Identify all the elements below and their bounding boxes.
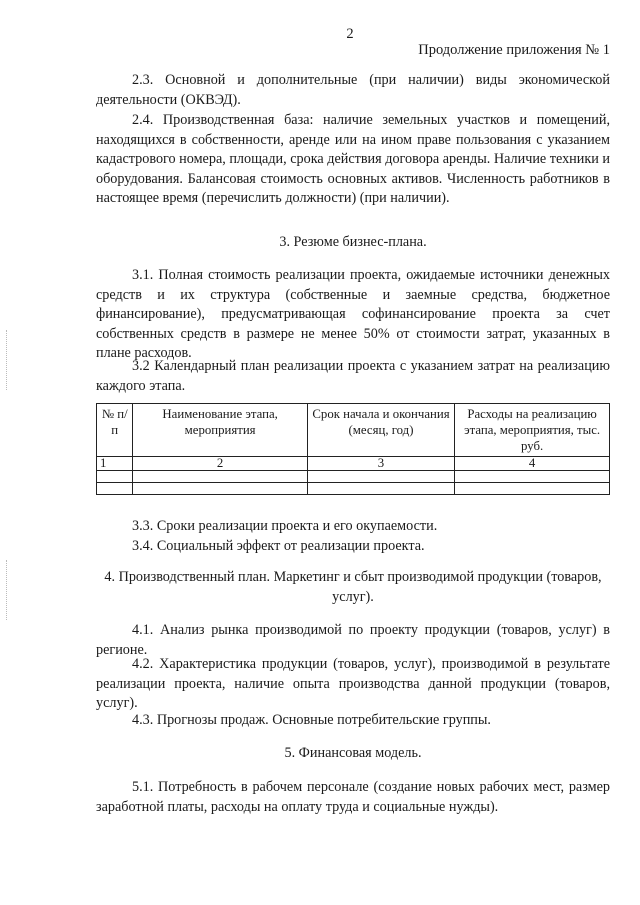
header-cell-expenses: Расходы на реализацию этапа, мероприятия, тыс. руб. bbox=[455, 404, 610, 457]
numbering-cell: 4 bbox=[455, 457, 610, 471]
paragraph-4-2: 4.2. Характеристика продукции (товаров, услуг), производимой в результате реализации проекта, наличие опыта производства данной продукции (товаров, услуг). bbox=[96, 656, 610, 712]
paragraph-4-1: 4.1. Анализ рынка производимой по проекту продукции (товаров, услуг) в регионе. bbox=[96, 622, 610, 658]
header-cell-period: Срок начала и окончания (месяц, год) bbox=[307, 404, 454, 457]
page-number: 2 bbox=[346, 26, 354, 42]
scan-margin-mark bbox=[6, 330, 13, 390]
paragraph-5-1: 5.1. Потребность в рабочем персонале (создание новых рабочих мест, размер заработной платы, расходы на оплату труда и социальные нужды). bbox=[96, 779, 610, 815]
table-row bbox=[97, 471, 610, 483]
numbering-cell: 2 bbox=[133, 457, 307, 471]
numbering-cell: 3 bbox=[307, 457, 454, 471]
table-cell bbox=[97, 471, 133, 483]
paragraph-2-3: 2.3. Основной и дополнительные (при наличии) виды экономической деятельности (ОКВЭД). bbox=[96, 72, 610, 108]
table-cell bbox=[133, 471, 307, 483]
paragraph-2-4: 2.4. Производственная база: наличие земельных участков и помещений, находящихся в собственности, аренде или на ином праве пользования с указанием кадастрового номера, площади, срока действия договора аренды. Наличие техники и оборудования. Балансовая стоимость основных активов. Численность работников в настоящее время (перечислить должности) (при наличии). bbox=[96, 112, 610, 207]
section-3-title: 3. Резюме бизнес-плана. bbox=[279, 234, 427, 250]
table-row bbox=[97, 483, 610, 495]
scan-margin-mark bbox=[6, 560, 13, 620]
paragraph-3-3: 3.3. Сроки реализации проекта и его окупаемости. bbox=[132, 518, 438, 534]
paragraph-3-1: 3.1. Полная стоимость реализации проекта, ожидаемые источники денежных средств и их структура (собственные и заемные средства, бюджетное финансирование), предусматривающая софинансирование проекта за счет собственных средств в размере не менее 50% от стоимости затрат, указанных в плане расходов. bbox=[96, 267, 610, 362]
paragraph-3-2: 3.2 Календарный план реализации проекта с указанием затрат на реализацию каждого этапа. bbox=[96, 358, 610, 394]
calendar-plan-table bbox=[96, 403, 610, 495]
paragraph-3-4: 3.4. Социальный эффект от реализации проекта. bbox=[132, 538, 425, 554]
paragraph-4-3: 4.3. Прогнозы продаж. Основные потребительские группы. bbox=[132, 712, 491, 728]
table-numbering-row bbox=[97, 457, 610, 471]
numbering-cell: 1 bbox=[97, 457, 133, 471]
appendix-continuation: Продолжение приложения № 1 bbox=[418, 42, 610, 58]
table-cell bbox=[455, 471, 610, 483]
section-4-title: 4. Производственный план. Маркетинг и сбыт производимой продукции (товаров, услуг). bbox=[104, 569, 602, 605]
table-cell bbox=[133, 483, 307, 495]
table-cell bbox=[455, 483, 610, 495]
table-cell bbox=[307, 483, 454, 495]
header-cell-number: № п/п bbox=[97, 404, 133, 457]
table-cell bbox=[307, 471, 454, 483]
header-cell-stage: Наименование этапа, мероприятия bbox=[133, 404, 307, 457]
section-5-title: 5. Финансовая модель. bbox=[284, 745, 422, 761]
table-cell bbox=[97, 483, 133, 495]
table-header-row bbox=[97, 404, 610, 457]
